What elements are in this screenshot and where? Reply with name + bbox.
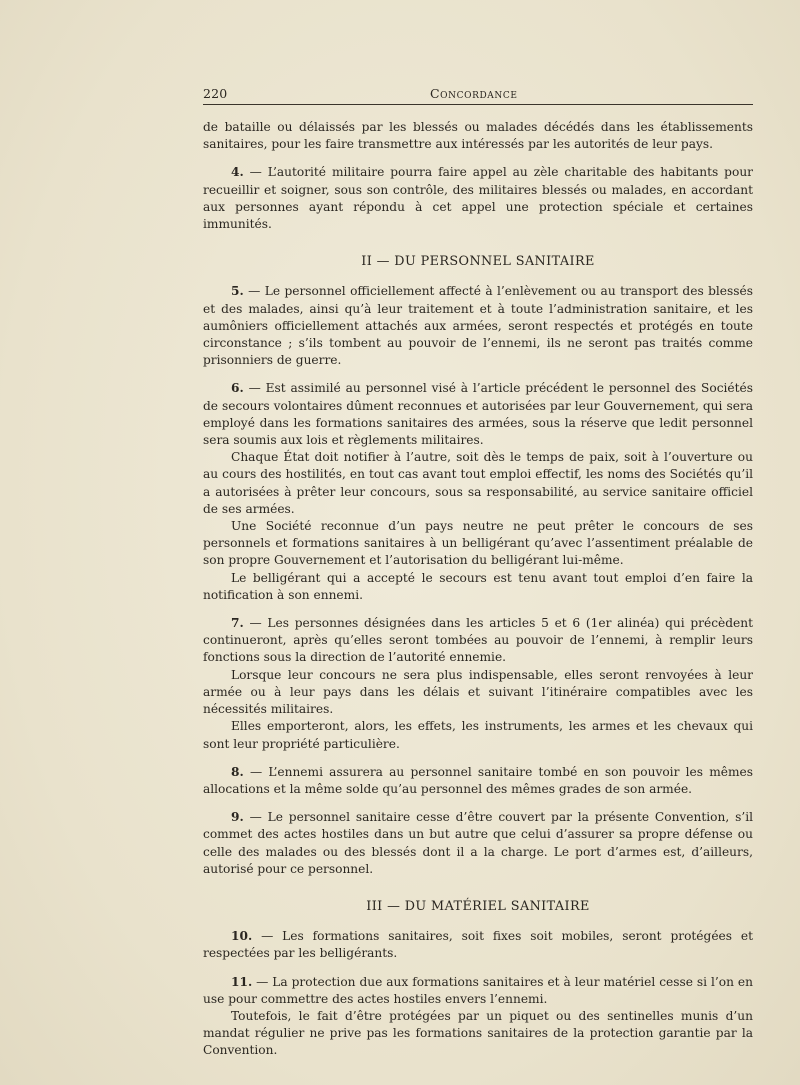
article-number: 5. (231, 284, 244, 299)
paragraph (203, 718, 753, 752)
paragraph-text: — Les formations sanitaires, soit fixes soit mobiles, seront protégées et respectées par les belligérants. (203, 929, 753, 961)
document-body (203, 119, 753, 1060)
article-number: 9. (231, 810, 244, 825)
header-rule (203, 104, 753, 105)
paragraph-text: — La protection due aux formations sanitaires et à leur matériel cesse si l’on en use pour commettre des actes hostiles envers l’ennemi. (203, 974, 753, 1006)
page-number: 220 (203, 86, 228, 101)
article-number: 4. (231, 165, 244, 180)
paragraph (203, 380, 753, 449)
paragraph-text: Elles emporteront, alors, les effets, les instruments, les armes et les chevaux qui sont leur propriété particulière. (203, 719, 753, 751)
paragraph-text: de bataille ou délaissés par les blessés ou malades décédés dans les établissements sanitaires, pour les faire transmettre aux intéressés par les autorités de leur pays. (203, 120, 753, 152)
paragraph (203, 518, 753, 570)
paragraph (203, 283, 753, 369)
paragraph-text: — Est assimilé au personnel visé à l’article précédent le personnel des Sociétés de secours volontaires dûment reconnues et autorisées par leur Gouvernement, qui sera employé dans les formations sanitaires des armées, sous la réserve que ledit personnel sera soumis aux lois et règlements militaires. (203, 381, 753, 448)
paragraph (203, 615, 753, 667)
paragraph (203, 570, 753, 604)
paragraph-text: — L’autorité militaire pourra faire appel au zèle charitable des habitants pour recueillir et soigner, sous son contrôle, des militaires blessés ou malades, en accordant aux personnes ayant répondu à cet appel une protection spéciale et certaines immunités. (203, 165, 753, 232)
article-number: 11. (231, 974, 253, 989)
article-number: 10. (231, 929, 253, 944)
paragraph (203, 164, 753, 233)
paragraph-text: Toutefois, le fait d’être protégées par un piquet ou des sentinelles munis d’un mandat régulier ne prive pas les formations sanitaires de la protection garantie par la Convention. (203, 1008, 753, 1058)
paragraph (203, 809, 753, 878)
paragraph-text: — Le personnel sanitaire cesse d’être couvert par la présente Convention, s’il commet des actes hostiles dans un but autre que celui d’assurer sa propre défense ou celle des malades ou des blessés dont il a la charge. Le port d’armes est, d’ailleurs, autorisé pour ce personnel. (203, 810, 753, 876)
section-heading: III — DU MATÉRIEL SANITAIRE (366, 898, 590, 914)
paragraph (203, 449, 753, 518)
paragraph-text: Chaque État doit notifier à l’autre, soit dès le temps de paix, soit à l’ouverture ou au cours des hostilités, en tout cas avant tout emploi effectif, les noms des Sociétés qu’il a autorisées à prêter leur concours, sous sa responsabilité, au service sanitaire officiel de ses armées. (203, 450, 753, 516)
running-title: Concordance (430, 86, 518, 101)
article-number: 6. (231, 381, 244, 396)
section-heading: II — DU PERSONNEL SANITAIRE (361, 254, 595, 270)
paragraph (203, 928, 753, 962)
article-number: 7. (231, 616, 244, 631)
paragraph-text: Une Société reconnue d’un pays neutre ne peut prêter le concours de ses personnels et formations sanitaires à un belligérant qu’avec l’assentiment préalable de son propre Gouvernement et l’autorisation du belligérant lui-même. (203, 519, 753, 568)
article-number: 8. (231, 764, 244, 779)
paragraph-text: — Les personnes désignées dans les articles 5 et 6 (1er alinéa) qui précèdent continueront, après qu’elles seront tombées au pouvoir de l’ennemi, à remplir leurs fonctions sous la direction de l’autorité ennemie. (203, 616, 753, 665)
paragraph (203, 974, 753, 1008)
paragraph (203, 119, 753, 153)
page-header (203, 86, 753, 102)
paragraph-text: Lorsque leur concours ne sera plus indispensable, elles seront renvoyées à leur armée ou à leur pays dans les délais et suivant l’itinéraire compatibles avec les nécessités militaires. (203, 667, 753, 717)
paragraph (203, 667, 753, 719)
paragraph-text: — Le personnel officiellement affecté à l’enlèvement ou au transport des blessés et des malades, ainsi qu’à leur traitement et à toute l’administration sanitaire, et les aumôniers officiellement attachés aux armées, seront respectés et protégés en toute circonstance ; s’ils tombent au pouvoir de l’ennemi, ils ne seront pas traités comme prisonniers de guerre. (203, 284, 753, 368)
paragraph-text: — L’ennemi assurera au personnel sanitaire tombé en son pouvoir les mêmes allocations et la même solde qu’au personnel des mêmes grades de son armée. (203, 764, 753, 796)
paragraph (203, 1008, 753, 1060)
paragraph (203, 764, 753, 798)
paragraph-text: Le belligérant qui a accepté le secours est tenu avant tout emploi d’en faire la notification à son ennemi. (203, 570, 753, 602)
